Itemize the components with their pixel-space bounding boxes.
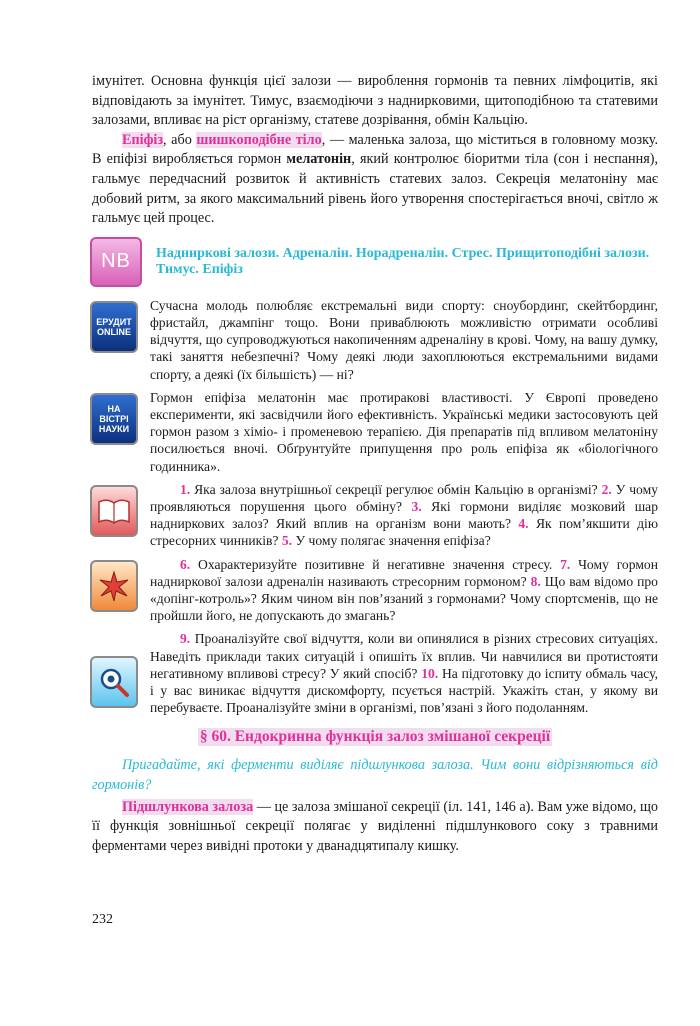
question-text: Проаналізуйте свої відчуття, коли ви опинялися в різних стресових ситуаціях. Наведіть приклади таких ситуацій і опишіть їх вплив. Чи навчилися ви протистояти негативному впливові стресу? У який спосіб? xyxy=(150,631,658,681)
questions-block-3 xyxy=(92,630,658,716)
question-text: Яка залоза внутрішньої секреції регулює обмін Кальцію в організмі? xyxy=(190,481,602,497)
question-text: Як пом’якшити дію стресорних чинників? xyxy=(150,516,658,549)
starburst-icon xyxy=(97,570,131,602)
paragraph-thymus: імунітет. Основна функція цієї залози — вироблення гормонів та певних лімфоцитів, які відповідають за імунітет. Тимус, взаємодіючи з надниркoвими, щитоподібною та статевими залозами, впливає на ріст організму, статеве дозрівання, обмін Кальцію. xyxy=(92,73,658,129)
term-melatonin: мелатонін xyxy=(286,151,352,168)
question-number: 8. xyxy=(530,573,541,589)
question-text: У чому полягає значення епіфіза? xyxy=(292,533,491,549)
erudit-block xyxy=(92,297,658,383)
question-number: 1. xyxy=(180,481,191,497)
nb-keywords xyxy=(92,237,658,287)
question-number: 9. xyxy=(180,631,191,647)
page-number: 232 xyxy=(92,912,113,927)
section-heading-wrap xyxy=(92,722,658,756)
text-fragment: , або xyxy=(163,131,197,148)
question-text: Чому гормон надниркової залози адреналін називають стресорним гормоном? xyxy=(150,556,658,589)
paragraph-epiphysis xyxy=(92,131,658,229)
science-edge-icon: НА ВІСТРІ НАУКИ xyxy=(90,393,138,445)
question-number: 3. xyxy=(411,498,422,514)
question-text: Що вам відомо про «допінг-котроль»? Яким чином він пов’язаний з гормонами? Чому спортсменів, що не пройшли його, не допускають до змагань? xyxy=(150,573,658,624)
term-pineal-body: шишкоподібне тіло xyxy=(196,131,322,148)
questions-text-2 xyxy=(150,556,658,625)
science-text: Гормон епіфіза мелатонін має протиракові властивості. У Європі проведено експерименти, які засвідчили його ефективність. Українські медики застосовують цей гормон разом з хіміо- і променевою терапією. Дія препаратів під впливом мелатоніну посилюється вночі. Обґрунтуйте припущення про роль епіфіза як «біологічного годинника». xyxy=(150,389,658,474)
question-number: 7. xyxy=(560,556,571,572)
magnifier-icon xyxy=(90,656,138,708)
nb-keywords-text: Надниркові залози. Адреналін. Норадреналін. Стрес. Прищитоподібні залози. Тимус. Епіфіз xyxy=(156,245,650,277)
puzzle-icon xyxy=(90,560,138,612)
page-content xyxy=(92,72,658,856)
section-heading: § 60. Ендокринна функція залоз змішаної секреції xyxy=(199,728,551,746)
term-epiphysis: Епіфіз xyxy=(122,131,164,148)
question-number: 6. xyxy=(180,556,191,572)
question-text: На підготовку до іспиту обмаль часу, і у вас виникає відчуття дискомфорту, псується настрій. Укажіть стан, у якому ви перебуваєте. Проаналізуйте зміни в організмі, пов’язані з його подоланням. xyxy=(150,665,658,716)
questions-text-3 xyxy=(150,630,658,716)
questions-text-1 xyxy=(150,481,658,550)
term-pancreas: Підшлункова залоза xyxy=(122,798,254,815)
question-number: 2. xyxy=(601,481,612,497)
questions-block-1 xyxy=(92,481,658,550)
open-book-icon xyxy=(97,496,131,526)
erudit-text: Сучасна молодь полюбляє екстремальні види спорту: сноубординг, скейтбординг, фристайл, джампінг тощо. Вони приваблюють можливістю отримати особливі відчуття, що супроводжуються накопиченням адреналіну в крові. Чому, на вашу думку, такі заняття небезпечні? Чому деякі люди захоплюються екстремальними видами спорту, а деякі (їх більшість) — ні? xyxy=(150,297,658,382)
erudit-online-icon: ЕРУДИТ ONLINE xyxy=(90,301,138,353)
science-block xyxy=(92,389,658,475)
nb-icon: NB xyxy=(90,237,142,287)
question-text: У чому проявляються порушення цього обміну? xyxy=(150,481,658,514)
question-number: 5. xyxy=(281,533,293,549)
question-text: Які гормони виділяє мозковий шар надниркових залоз? Який вплив на організм вони мають? xyxy=(150,498,658,532)
paragraph-pancreas xyxy=(92,798,658,857)
text-fragment: — це залоза змішаної секреції (іл. 141, 146 а). Вам уже відомо, що її функція зовнішньої секреції полягає у виділенні підшлункового соку з травними ферментами через вивідні протоки у дванадцятипалу кишку. xyxy=(92,798,659,854)
recall-prompt: Пригадайте, які ферменти виділяє підшлункова залоза. Чим вони відрізняються від гормонів? xyxy=(92,757,658,794)
text-fragment: , — маленька залоза, що міститься в головному мозку. В епіфізі виробляється гормон xyxy=(92,131,659,168)
question-number: 4. xyxy=(518,516,529,532)
questions-block-2 xyxy=(92,556,658,625)
magnifier-eye-icon xyxy=(97,666,131,698)
book-icon xyxy=(90,485,138,537)
question-number: 10. xyxy=(421,665,439,681)
text-fragment: , який контролює біоритми тіла (сон і неспання), гальмує передчасний розвиток й активність статевих залоз. Секреція мелатоніну має добовий ритм, за якого максимальний рівень його утворення спостерігається вночі, світло ж гальмує цей процес. xyxy=(92,151,659,227)
question-text: Охарактеризуйте позитивне й негативне значення стресу. xyxy=(190,556,561,572)
